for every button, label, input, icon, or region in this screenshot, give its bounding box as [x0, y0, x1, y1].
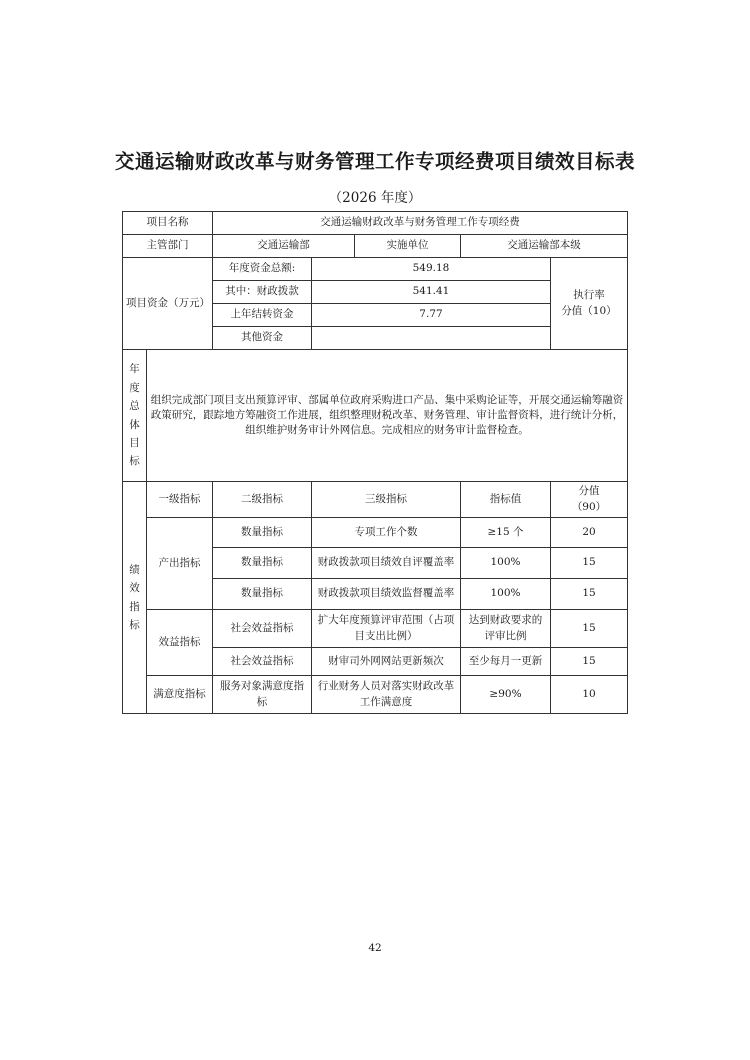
- level1-benefit: 效益指标: [147, 610, 213, 676]
- department-row: [123, 235, 628, 258]
- fund-item-label: 其中：财政拨款: [213, 281, 312, 304]
- annual-goal-row: [123, 350, 628, 482]
- indicator-row: [123, 610, 628, 648]
- department-value: 交通运输部: [213, 235, 355, 258]
- indicator-row: [123, 676, 628, 714]
- annual-goal-text: 组织完成部门项目支出预算评审、部属单位政府采购进口产品、集中采购论证等，开展交通运输筹融资政策研究，跟踪地方筹融资工作进展，组织整理财税改革、财务管理、审计监督资料，进行统计分析，组织维护财务审计外网信息。完成相应的财务审计监督检查。: [147, 350, 628, 482]
- score-cell: 15: [551, 548, 628, 579]
- execution-rate-score: 分值（10）: [561, 304, 617, 317]
- performance-target-table: [122, 211, 628, 714]
- level2-cell: 社会效益指标: [213, 648, 312, 676]
- funds-row: [123, 258, 628, 281]
- level3-cell: 专项工作个数: [312, 518, 461, 548]
- indicator-value-cell: 达到财政要求的评审比例: [461, 610, 551, 648]
- level2-cell: 服务对象满意度指标: [213, 676, 312, 714]
- level3-cell: 扩大年度预算评审范围（占项目支出比例）: [312, 610, 461, 648]
- indicator-value-cell: 至少每月一更新: [461, 648, 551, 676]
- score-cell: 20: [551, 518, 628, 548]
- fund-item-label: 上年结转资金: [213, 304, 312, 327]
- indicator-value-cell: 100%: [461, 548, 551, 579]
- fund-item-label: 其他资金: [213, 327, 312, 350]
- level3-cell: 财审司外网网站更新频次: [312, 648, 461, 676]
- project-name-row: [123, 212, 628, 235]
- header-level1: 一级指标: [147, 482, 213, 518]
- indicator-value-cell: ≥90%: [461, 676, 551, 714]
- fund-item-label: 年度资金总额:: [213, 258, 312, 281]
- document-title: 交通运输财政改革与财务管理工作专项经费项目绩效目标表: [114, 150, 635, 173]
- indicators-label: 绩效指标: [129, 563, 140, 631]
- level3-cell: 行业财务人员对落实财政改革工作满意度: [312, 676, 461, 714]
- indicator-header-row: [123, 482, 628, 518]
- indicator-row: [123, 518, 628, 548]
- score-cell: 15: [551, 610, 628, 648]
- score-cell: 15: [551, 648, 628, 676]
- level2-cell: 数量指标: [213, 579, 312, 610]
- level1-satisfaction: 满意度指标: [147, 676, 213, 714]
- fund-item-value: 541.41: [312, 281, 551, 304]
- funds-label: 项目资金（万元）: [123, 258, 213, 350]
- level1-output: 产出指标: [147, 518, 213, 610]
- level3-cell: 财政拨款项目绩效自评覆盖率: [312, 548, 461, 579]
- indicator-value-cell: ≥15 个: [461, 518, 551, 548]
- fund-item-value: 549.18: [312, 258, 551, 281]
- level2-cell: 数量指标: [213, 518, 312, 548]
- annual-goal-label: 年度总体目标: [129, 363, 140, 468]
- header-level3: 三级指标: [312, 482, 461, 518]
- project-name-value: 交通运输财政改革与财务管理工作专项经费: [213, 212, 628, 235]
- indicators-label-cell: [123, 482, 147, 714]
- department-label: 主管部门: [123, 235, 213, 258]
- header-score: [551, 482, 628, 518]
- header-score-label: 分值: [578, 485, 600, 498]
- project-name-label: 项目名称: [123, 212, 213, 235]
- execution-rate-cell: [551, 258, 628, 350]
- header-value: 指标值: [461, 482, 551, 518]
- page-number: 42: [368, 942, 382, 954]
- execution-rate-label: 执行率: [573, 289, 605, 302]
- score-cell: 15: [551, 579, 628, 610]
- level2-cell: 社会效益指标: [213, 610, 312, 648]
- implementing-unit-label: 实施单位: [355, 235, 461, 258]
- score-cell: 10: [551, 676, 628, 714]
- document-subtitle: （2026 年度）: [328, 190, 422, 206]
- header-level2: 二级指标: [213, 482, 312, 518]
- fund-item-value: [312, 327, 551, 350]
- fund-item-value: 7.77: [312, 304, 551, 327]
- indicator-value-cell: 100%: [461, 579, 551, 610]
- level3-cell: 财政拨款项目绩效监督覆盖率: [312, 579, 461, 610]
- annual-goal-label-cell: [123, 350, 147, 482]
- header-score-total: （90）: [571, 500, 607, 513]
- level2-cell: 数量指标: [213, 548, 312, 579]
- implementing-unit-value: 交通运输部本级: [461, 235, 628, 258]
